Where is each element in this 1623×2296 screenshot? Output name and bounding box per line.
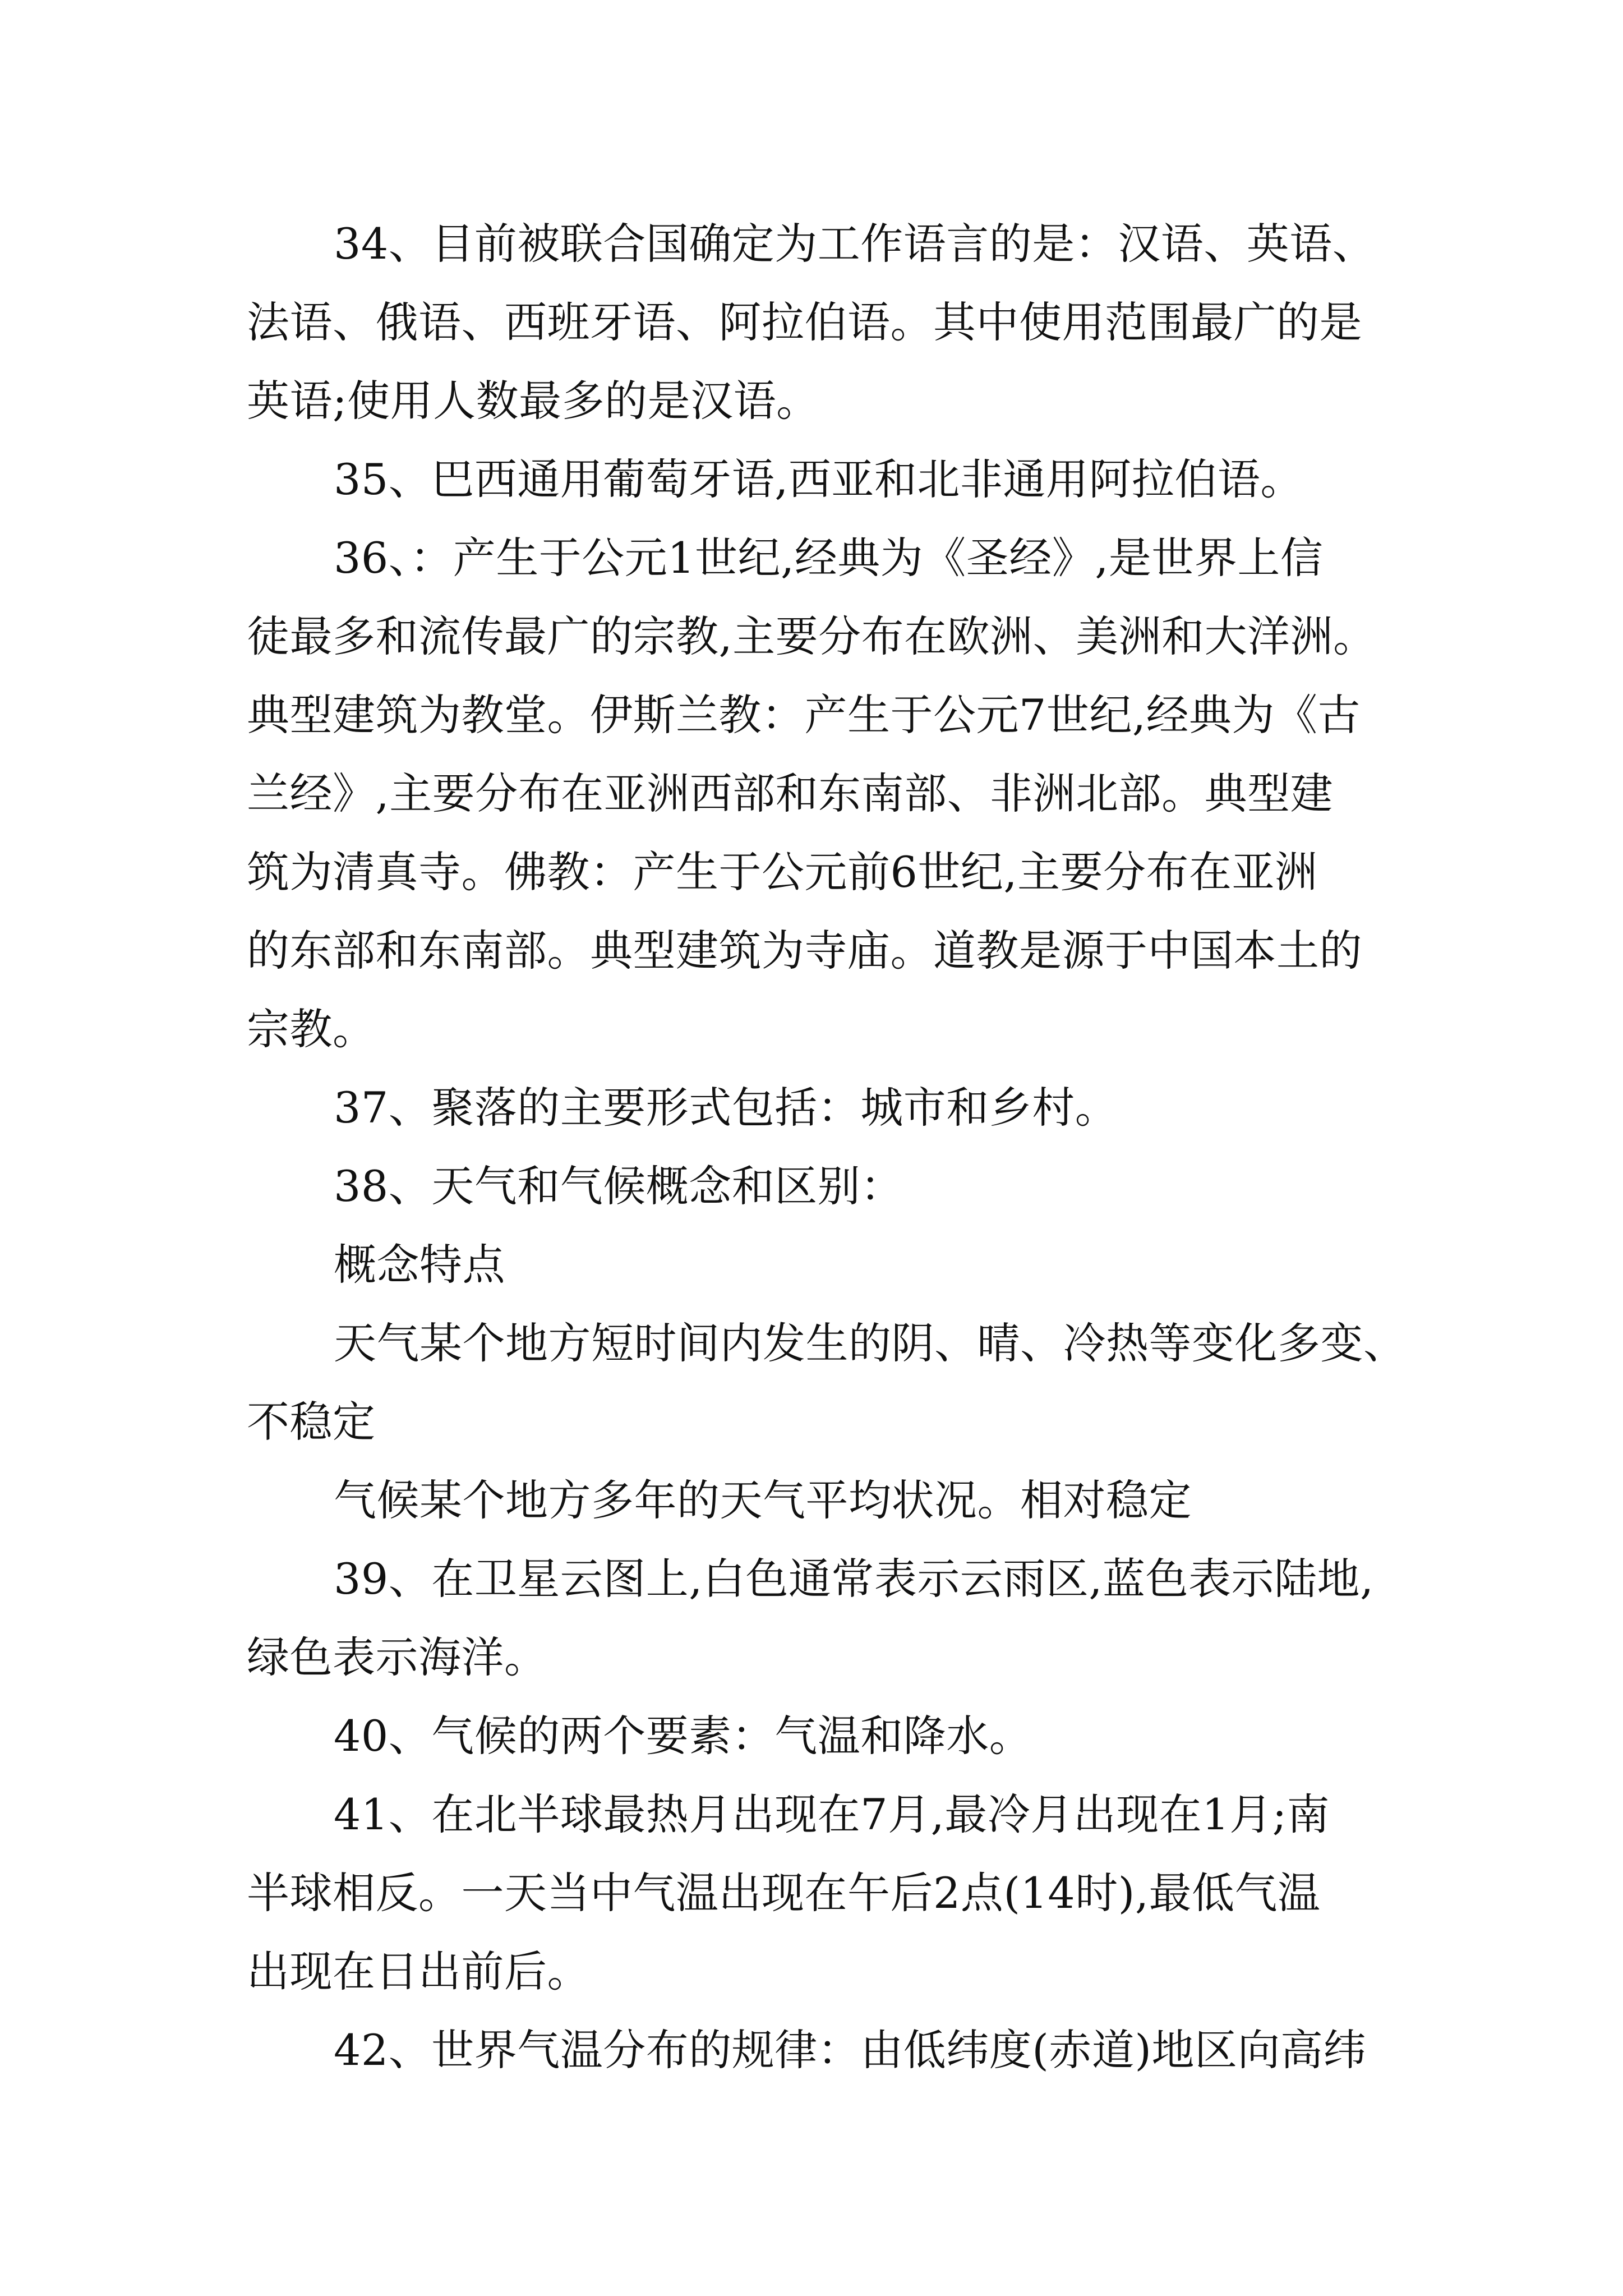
text-line: 绿色表示海洋。 bbox=[247, 1632, 547, 1682]
text-line: 的东部和东南部。典型建筑为寺庙。道教是源于中国本土的 bbox=[247, 926, 1362, 976]
text-line: 40、气候的两个要素：气温和降水。 bbox=[334, 1711, 1032, 1761]
text-line: 36、：产生于公元1世纪,经典为《圣经》,是世界上信 bbox=[334, 533, 1324, 583]
text-line: 39、在卫星云图上,白色通常表示云雨区,蓝色表示陆地, bbox=[334, 1554, 1374, 1604]
text-line: 35、巴西通用葡萄牙语,西亚和北非通用阿拉伯语。 bbox=[334, 454, 1303, 504]
text-line: 徒最多和流传最广的宗教,主要分布在欧洲、美洲和大洋洲。 bbox=[247, 611, 1376, 661]
text-line: 兰经》,主要分布在亚洲西部和东南部、非洲北部。典型建 bbox=[247, 769, 1334, 818]
text-line: 天气某个地方短时间内发生的阴、晴、冷热等变化多变、 bbox=[334, 1318, 1407, 1368]
text-line: 筑为清真寺。佛教：产生于公元前6世纪,主要分布在亚洲 bbox=[247, 847, 1318, 897]
text-line: 42、世界气温分布的规律：由低纬度(赤道)地区向高纬 bbox=[334, 2025, 1367, 2075]
text-line: 法语、俄语、西班牙语、阿拉伯语。其中使用范围最广的是 bbox=[247, 297, 1362, 347]
text-line: 不稳定 bbox=[247, 1397, 376, 1447]
text-line: 气候某个地方多年的天气平均状况。相对稳定 bbox=[334, 1475, 1192, 1525]
text-line: 37、聚落的主要形式包括：城市和乡村。 bbox=[334, 1083, 1118, 1133]
text-line: 宗教。 bbox=[247, 1004, 376, 1054]
text-line: 概念特点 bbox=[334, 1240, 505, 1290]
text-line: 出现在日出前后。 bbox=[247, 1947, 590, 1996]
text-line: 英语;使用人数最多的是汉语。 bbox=[247, 376, 819, 426]
text-line: 34、目前被联合国确定为工作语言的是：汉语、英语、 bbox=[334, 219, 1376, 269]
text-line: 半球相反。一天当中气温出现在午后2点(14时),最低气温 bbox=[247, 1868, 1321, 1918]
text-line: 41、在北半球最热月出现在7月,最冷月出现在1月;南 bbox=[334, 1789, 1330, 1839]
text-line: 典型建筑为教堂。伊斯兰教：产生于公元7世纪,经典为《古 bbox=[247, 690, 1361, 740]
text-line: 38、天气和气候概念和区别： bbox=[334, 1161, 903, 1211]
